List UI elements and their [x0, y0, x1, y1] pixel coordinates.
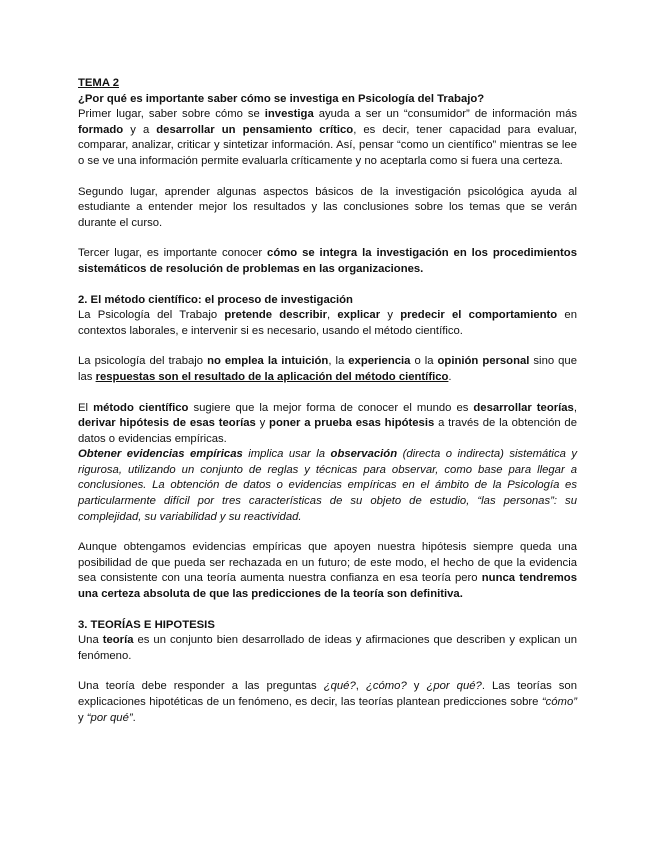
section-3-paragraph-preguntas: Una teoría debe responder a las preguntas ¿qué?, ¿cómo? y ¿por qué?. Las teorías son explicaciones hipotéticas de un fenómeno, es decir, las teorías plantean predicciones sobre “cómo” y “por qué”. [78, 680, 577, 724]
topic-title: TEMA 2 [78, 77, 120, 89]
paragraph-segundo-lugar: Segundo lugar, aprender algunas aspectos básicos de la investigación psicológica ayuda al estudiante a entender mejor los resultados y las conclusiones sobre los temas que se verán durante el curso. [78, 185, 577, 229]
section-2-paragraph-evidencias: Obtener evidencias empíricas implica usar la observación (directa o indirecta) sistemática y rigurosa, utilizando un conjunto de reglas y técnicas para observar, como base para llegar a conclusiones. La obtención de datos o evidencias empíricas en el ámbito de la Psicología es particularmente difícil por tres características de su objeto de estudio, “las personas”: su complejidad, su variabilidad y su reactividad. [78, 448, 577, 523]
section-3-paragraph-teoria: Una teoría es un conjunto bien desarrollado de ideas y afirmaciones que describen y explican un fenómeno. [78, 634, 577, 662]
section-2-paragraph-certeza: Aunque obtengamos evidencias empíricas que apoyen nuestra hipótesis siempre queda una posibilidad de que pueda ser rechazada en un futuro; de este modo, el hecho de que la evidencia sea consistente con una teoría aumenta nuestra confianza en esa teoría pero nunca tendremos una certeza absoluta de que las predicciones de la teoría son definitiva. [78, 541, 577, 601]
paragraph-primer-lugar: Primer lugar, saber sobre cómo se investiga ayuda a ser un “consumidor” de información más formado y a desarrollar un pensamiento crítico, es decir, tener capacidad para evaluar, comparar, analizar, criticar y sintetizar información. Así, pensar “como un científico” mientras se lee o se ve una información permite evaluarla críticamente y no aceptarla como si fuera una certeza. [78, 108, 577, 167]
topic-question: ¿Por qué es importante saber cómo se investiga en Psicología del Trabajo? [78, 92, 485, 105]
section-2-paragraph-metodo: El método científico sugiere que la mejor forma de conocer el mundo es desarrollar teorías, derivar hipótesis de esas teorías y poner a prueba esas hipótesis a través de la obtención de datos o evidencias empíricas. [78, 401, 578, 445]
paragraph-tercer-lugar: Tercer lugar, es importante conocer cómo se integra la investigación en los procedimientos sistemáticos de resolución de problemas en las organizaciones. [78, 247, 577, 275]
section-2-paragraph-describir: La Psicología del Trabajo pretende describir, explicar y predecir el comportamiento en contextos laborales, e intervenir si es necesario, usando el método científico. [78, 309, 577, 337]
section-2-heading: 2. El método científico: el proceso de investigación [78, 293, 353, 306]
section-3-heading: 3. TEORÍAS E HIPOTESIS [78, 618, 215, 631]
section-2-paragraph-intuicion: La psicología del trabajo no emplea la intuición, la experiencia o la opinión personal sino que las respuestas son el resultado de la aplicación del método científico. [78, 355, 577, 383]
